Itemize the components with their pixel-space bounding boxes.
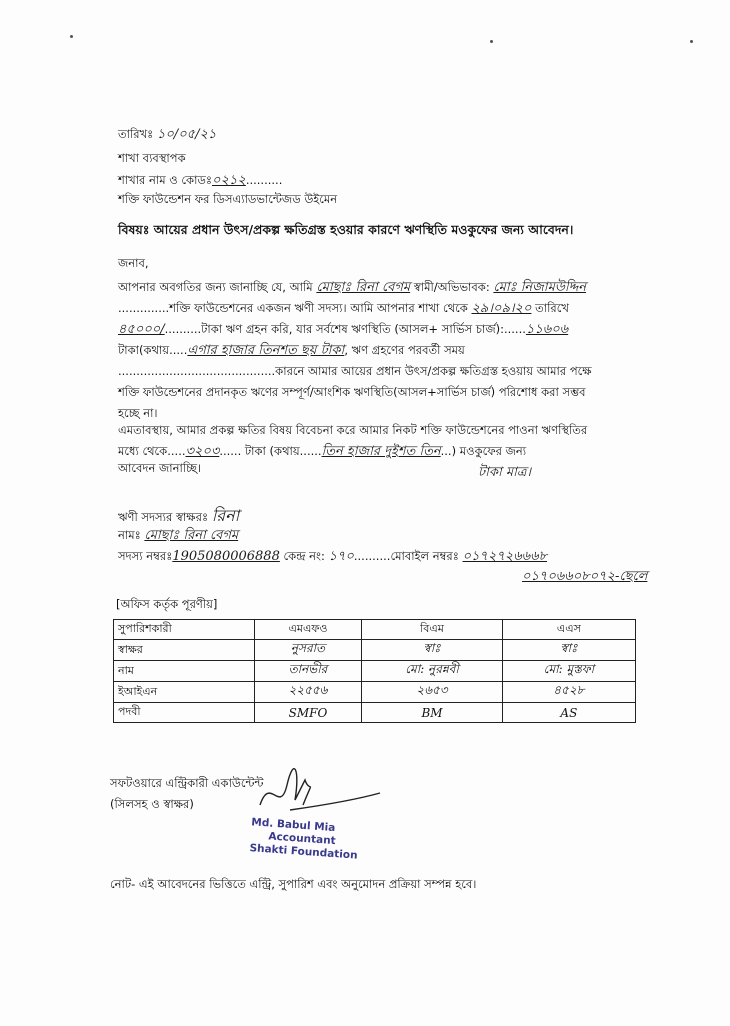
body1-line3: ৪৫০০০/..........টাকা ঋণ গ্রহন করি, যার সর্বশেষ ঋণস্থিতি (আসল+ সার্ভিস চার্জ):......১১৬০৬ — [118, 322, 569, 337]
recipient-line3: শক্তি ফাউন্ডেশন ফর ডিসএ্যাডভান্টেজড উইমেন — [118, 192, 338, 206]
center-number-value: ১৭০ — [328, 549, 354, 564]
accountant-signature — [255, 765, 385, 825]
accountant-seal: Md. Babul Mia Accountant Shakti Foundation — [249, 816, 358, 862]
body1-line2: ..............শক্তি ফাউন্ডেশনের একজন ঋণী সদস্য। আমি আপনার শাখা থেকে ২৯।০৯।২০ তারিখে — [118, 301, 569, 316]
waiver-amount-handwritten: ৩২০৩ — [185, 444, 220, 459]
table-row — [114, 640, 636, 661]
body2-line2: মধ্যে থেকে.....৩২০৩...... টাকা (কথায়......তিন হাজার দুইশত তিন...) মওকুফের জন্য — [118, 444, 527, 459]
mobile-number-value: ০১৭২৭২৬৬৬৮ — [462, 549, 548, 564]
table-header: এএস — [502, 620, 635, 640]
member-number-line: সদস্য নম্বরঃ1905080006888 কেন্দ্র নং: ১৭০..........মোবাইল নম্বরঃ ০১৭২৭২৬৬৬৮ — [118, 549, 548, 564]
accountant-line2: (সিলসহ ও স্বাক্ষর) — [110, 797, 194, 811]
table-cell: SMFO — [254, 703, 362, 723]
table-header: বিএম — [362, 620, 502, 640]
table-cell: মো: নুরন্নবী — [362, 661, 502, 682]
salutation: জনাব, — [118, 256, 149, 270]
balance-words-handwritten: এগার হাজার তিনশত ছয় টাকা — [187, 343, 345, 358]
office-use-note: [অফিস কর্তৃক পূরণীয়] — [116, 597, 218, 611]
table-cell: মো: মুস্তফা — [502, 661, 635, 682]
table-cell: AS — [502, 703, 635, 723]
subject-line: বিষয়ঃ আয়ের প্রধান উৎস/প্রকল্প ক্ষতিগ্রস্ত হওয়ার কারণে ঋণস্থিতি মওকুফের জন্য আবেদন। — [118, 222, 574, 237]
member-name-value: মোছাঃ রিনা বেগম — [144, 528, 239, 543]
table-cell: BM — [362, 703, 502, 723]
scan-speck — [490, 40, 493, 43]
member-name-line: নামঃ মোছাঃ রিনা বেগম — [118, 528, 239, 543]
body1-line6: শক্তি ফাউন্ডেশনের প্রদানকৃত ঋণের সম্পূর্ণ/আংশিক ঋণস্থিতি(আসল+সার্ভিস চার্জ) পরিশোধ করা সম্ভব — [118, 385, 586, 399]
row-label: ইআইএন — [114, 682, 255, 703]
accountant-line1: সফটওয়ারে এন্ট্রিকারী একাউন্টেন্ট — [110, 776, 264, 790]
table-row — [114, 682, 636, 703]
recipient-line2: শাখার নাম ও কোডঃ০২১২.......... — [118, 173, 283, 188]
body1-line5: ...........................................কারনে আমার আয়ের প্রধান উৎস/প্রকল্প ক্ষতিগ্রস্ত হওয়ায় আমার পক্ষে — [118, 364, 592, 378]
member-signature: রিনা — [211, 506, 240, 525]
row-label: নাম — [114, 661, 255, 682]
table-row — [114, 703, 636, 723]
member-name-handwritten: মোছাঃ রিনা বেগম — [316, 280, 411, 295]
member-signature-line: ঋণী সদস্যর স্বাক্ষরঃ রিনা — [118, 506, 240, 525]
body1-line7: হচ্ছে না। — [118, 406, 158, 420]
table-header: এমএফও — [254, 620, 362, 640]
table-cell: ৪৫২৮ — [502, 682, 635, 703]
footnote: নোট- এই আবেদনের ভিত্তিতে এন্ট্রি, সুপারিশ এবং অনুমোদন প্রক্রিয়া সম্পন্ন হবে। — [110, 877, 477, 891]
row-label: স্বাক্ষর — [114, 640, 255, 661]
guardian-name-handwritten: মোঃ নিজামউদ্দিন — [493, 280, 587, 295]
table-cell: ২২৫৫৬ — [254, 682, 362, 703]
member-number-value: 1905080006888 — [172, 549, 280, 564]
table-cell: ২৬৫৩ — [362, 682, 502, 703]
table-header-row — [114, 620, 636, 640]
table-cell: নুসরাত — [254, 640, 362, 661]
balance-handwritten: ১১৬০৬ — [525, 322, 569, 337]
row-label: পদবী — [114, 703, 255, 723]
table-row — [114, 661, 636, 682]
body1-line1: আপনার অবগতির জন্য জানাচ্ছি যে, আমি মোছাঃ রিনা বেগম স্বামী/অভিভাবক: মোঃ নিজামউদ্দিন — [118, 280, 587, 295]
recipient-line1: শাখা ব্যবস্থাপক — [118, 151, 186, 165]
mobile-number-second: ০১৭০৬৬০৮০৭২-ছেলে — [522, 569, 648, 584]
waiver-words-continuation: টাকা মাত্র। — [478, 465, 532, 480]
date-label: তারিখঃ — [118, 127, 154, 141]
branch-code: ০২১২ — [212, 173, 246, 188]
waiver-words-handwritten: তিন হাজার দুইশত তিন — [321, 444, 441, 459]
table-cell: তানভীর — [254, 661, 362, 682]
body1-line4: টাকা(কথায়.....এগার হাজার তিনশত ছয় টাকা, ঋণ গ্রহণের পরবর্তী সময় — [118, 343, 465, 358]
body2-line3: আবেদন জানাচ্ছি। — [118, 461, 202, 475]
loan-amount-handwritten: ৪৫০০০/ — [118, 322, 165, 337]
body2-line1: এমতাবস্থায়, আমার প্রকল্প ক্ষতির বিষয় বিবেচনা করে আমার নিকট শক্তি ফাউন্ডেশনের পাওনা ঋণস্থিতির — [118, 423, 588, 437]
loan-date-handwritten: ২৯।০৯।২০ — [471, 301, 532, 316]
table-cell: স্বাঃ — [502, 640, 635, 661]
date-value: ১০/০৫/২১ — [156, 127, 217, 142]
scan-speck — [70, 35, 73, 38]
scan-speck — [690, 40, 693, 43]
date-line — [118, 125, 216, 146]
recommendation-table — [113, 619, 636, 723]
table-header: সুপারিশকারী — [114, 620, 255, 640]
table-cell: স্বাঃ — [362, 640, 502, 661]
